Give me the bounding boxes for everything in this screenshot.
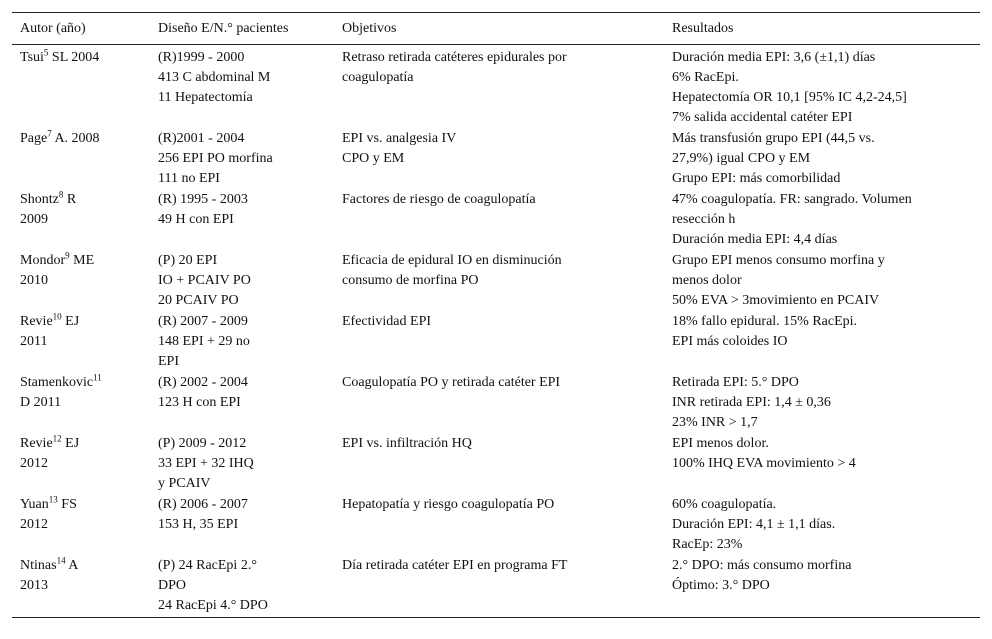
author-cell (12, 433, 150, 494)
author-suffix: A. 2008 (51, 131, 100, 146)
author-name: Stamenkovic (20, 375, 94, 390)
author-name: Ntinas (20, 558, 57, 573)
reference-number: 12 (52, 433, 62, 444)
header-design: Diseño E/N.° pacientes (150, 13, 334, 45)
objective-cell: Factores de riesgo de coagulopatía (342, 192, 536, 207)
design-cell: (R) 2002 - 2004 123 H con EPI (158, 375, 248, 410)
objective-cell: EPI vs. infiltración HQ (342, 436, 472, 451)
header-author: Autor (año) (12, 13, 150, 45)
reference-number: 8 (58, 189, 64, 200)
author-suffix: D 2011 (20, 395, 62, 410)
table-row (12, 128, 980, 189)
results-cell: 60% coagulopatía. Duración EPI: 4,1 ± 1,1 días. RacEp: 23% (672, 497, 836, 552)
author-suffix: ME 2010 (20, 253, 95, 288)
reference-number: 10 (52, 311, 62, 322)
author-suffix: R 2009 (20, 192, 77, 227)
author-suffix: FS 2012 (20, 497, 77, 532)
design-cell: (R)1999 - 2000 413 C abdominal M 11 Hepatectomía (158, 50, 271, 105)
objective-cell: Retraso retirada catéteres epidurales por coagulopatía (342, 50, 567, 85)
author-cell (12, 128, 150, 189)
author-suffix: EJ 2012 (20, 436, 80, 471)
author-name: Mondor (20, 253, 66, 268)
design-cell: (P) 24 RacEpi 2.° DPO 24 RacEpi 4.° DPO (150, 555, 334, 618)
reference-number: 14 (56, 555, 66, 566)
table-row (12, 189, 980, 250)
author-suffix: SL 2004 (48, 50, 100, 65)
results-cell: 47% coagulopatía. FR: sangrado. Volumen resección h Duración media EPI: 4,4 días (672, 192, 912, 247)
design-cell: (R)2001 - 2004 256 EPI PO morfina 111 no EPI (158, 131, 273, 186)
table-row (12, 250, 980, 311)
design-cell: (R) 1995 - 2003 49 H con EPI (158, 192, 248, 227)
design-cell: (R) 2006 - 2007 153 H, 35 EPI (158, 497, 248, 532)
objective-cell: Día retirada catéter EPI en programa FT (334, 555, 664, 618)
design-cell: (R) 2007 - 2009 148 EPI + 29 no EPI (158, 314, 250, 369)
studies-table (12, 12, 980, 618)
author-suffix: EJ 2011 (20, 314, 80, 349)
header-row (12, 13, 980, 45)
results-cell: Más transfusión grupo EPI (44,5 vs. 27,9%) igual CPO y EM Grupo EPI: más comorbilidad (672, 131, 875, 186)
author-name: Revie (20, 436, 53, 451)
table-row (12, 311, 980, 372)
table-row (12, 494, 980, 555)
design-cell: (P) 20 EPI IO + PCAIV PO 20 PCAIV PO (158, 253, 251, 308)
author-name: Shontz (20, 192, 59, 207)
results-cell: Retirada EPI: 5.° DPO INR retirada EPI: 1,4 ± 0,36 23% INR > 1,7 (672, 375, 831, 430)
author-cell (12, 555, 150, 618)
results-cell: Duración media EPI: 3,6 (±1,1) días 6% RacEpi. Hepatectomía OR 10,1 [95% IC 4,2-24,5] 7% salida accidental catéter EPI (672, 50, 907, 125)
header-results: Resultados (664, 13, 980, 45)
objective-cell: EPI vs. analgesia IV CPO y EM (342, 131, 457, 166)
author-name: Revie (20, 314, 53, 329)
author-cell (12, 250, 150, 311)
table-body (12, 45, 980, 618)
table-header (12, 13, 980, 45)
reference-number: 5 (43, 47, 49, 58)
table-row (12, 372, 980, 433)
objective-cell: Eficacia de epidural IO en disminución consumo de morfina PO (342, 253, 562, 288)
results-cell: EPI menos dolor. 100% IHQ EVA movimiento > 4 (672, 436, 856, 471)
author-cell (12, 45, 150, 129)
objective-cell: Coagulopatía PO y retirada catéter EPI (342, 375, 561, 390)
reference-number: 13 (48, 494, 58, 505)
author-name: Page (20, 131, 48, 146)
author-cell (12, 372, 150, 433)
table-row (12, 555, 980, 618)
design-cell: (P) 2009 - 2012 33 EPI + 32 IHQ y PCAIV (158, 436, 254, 491)
author-suffix: A 2013 (20, 558, 79, 593)
header-objectives: Objetivos (334, 13, 664, 45)
author-cell (12, 494, 150, 555)
table-row (12, 45, 980, 129)
author-name: Tsui (20, 50, 44, 65)
author-name: Yuan (20, 497, 49, 512)
table-row (12, 433, 980, 494)
objective-cell: Hepatopatía y riesgo coagulopatía PO (342, 497, 555, 512)
reference-number: 9 (65, 250, 70, 261)
reference-number: 11 (93, 372, 102, 383)
reference-number: 7 (47, 128, 52, 139)
results-cell: 18% fallo epidural. 15% RacEpi. EPI más coloides IO (672, 314, 858, 349)
author-cell (12, 189, 150, 250)
results-cell: Grupo EPI menos consumo morfina y menos dolor 50% EVA > 3movimiento en PCAIV (672, 253, 885, 308)
objective-cell: Efectividad EPI (342, 314, 432, 329)
author-cell (12, 311, 150, 372)
results-cell: 2.° DPO: más consumo morfina Óptimo: 3.° DPO (664, 555, 980, 618)
